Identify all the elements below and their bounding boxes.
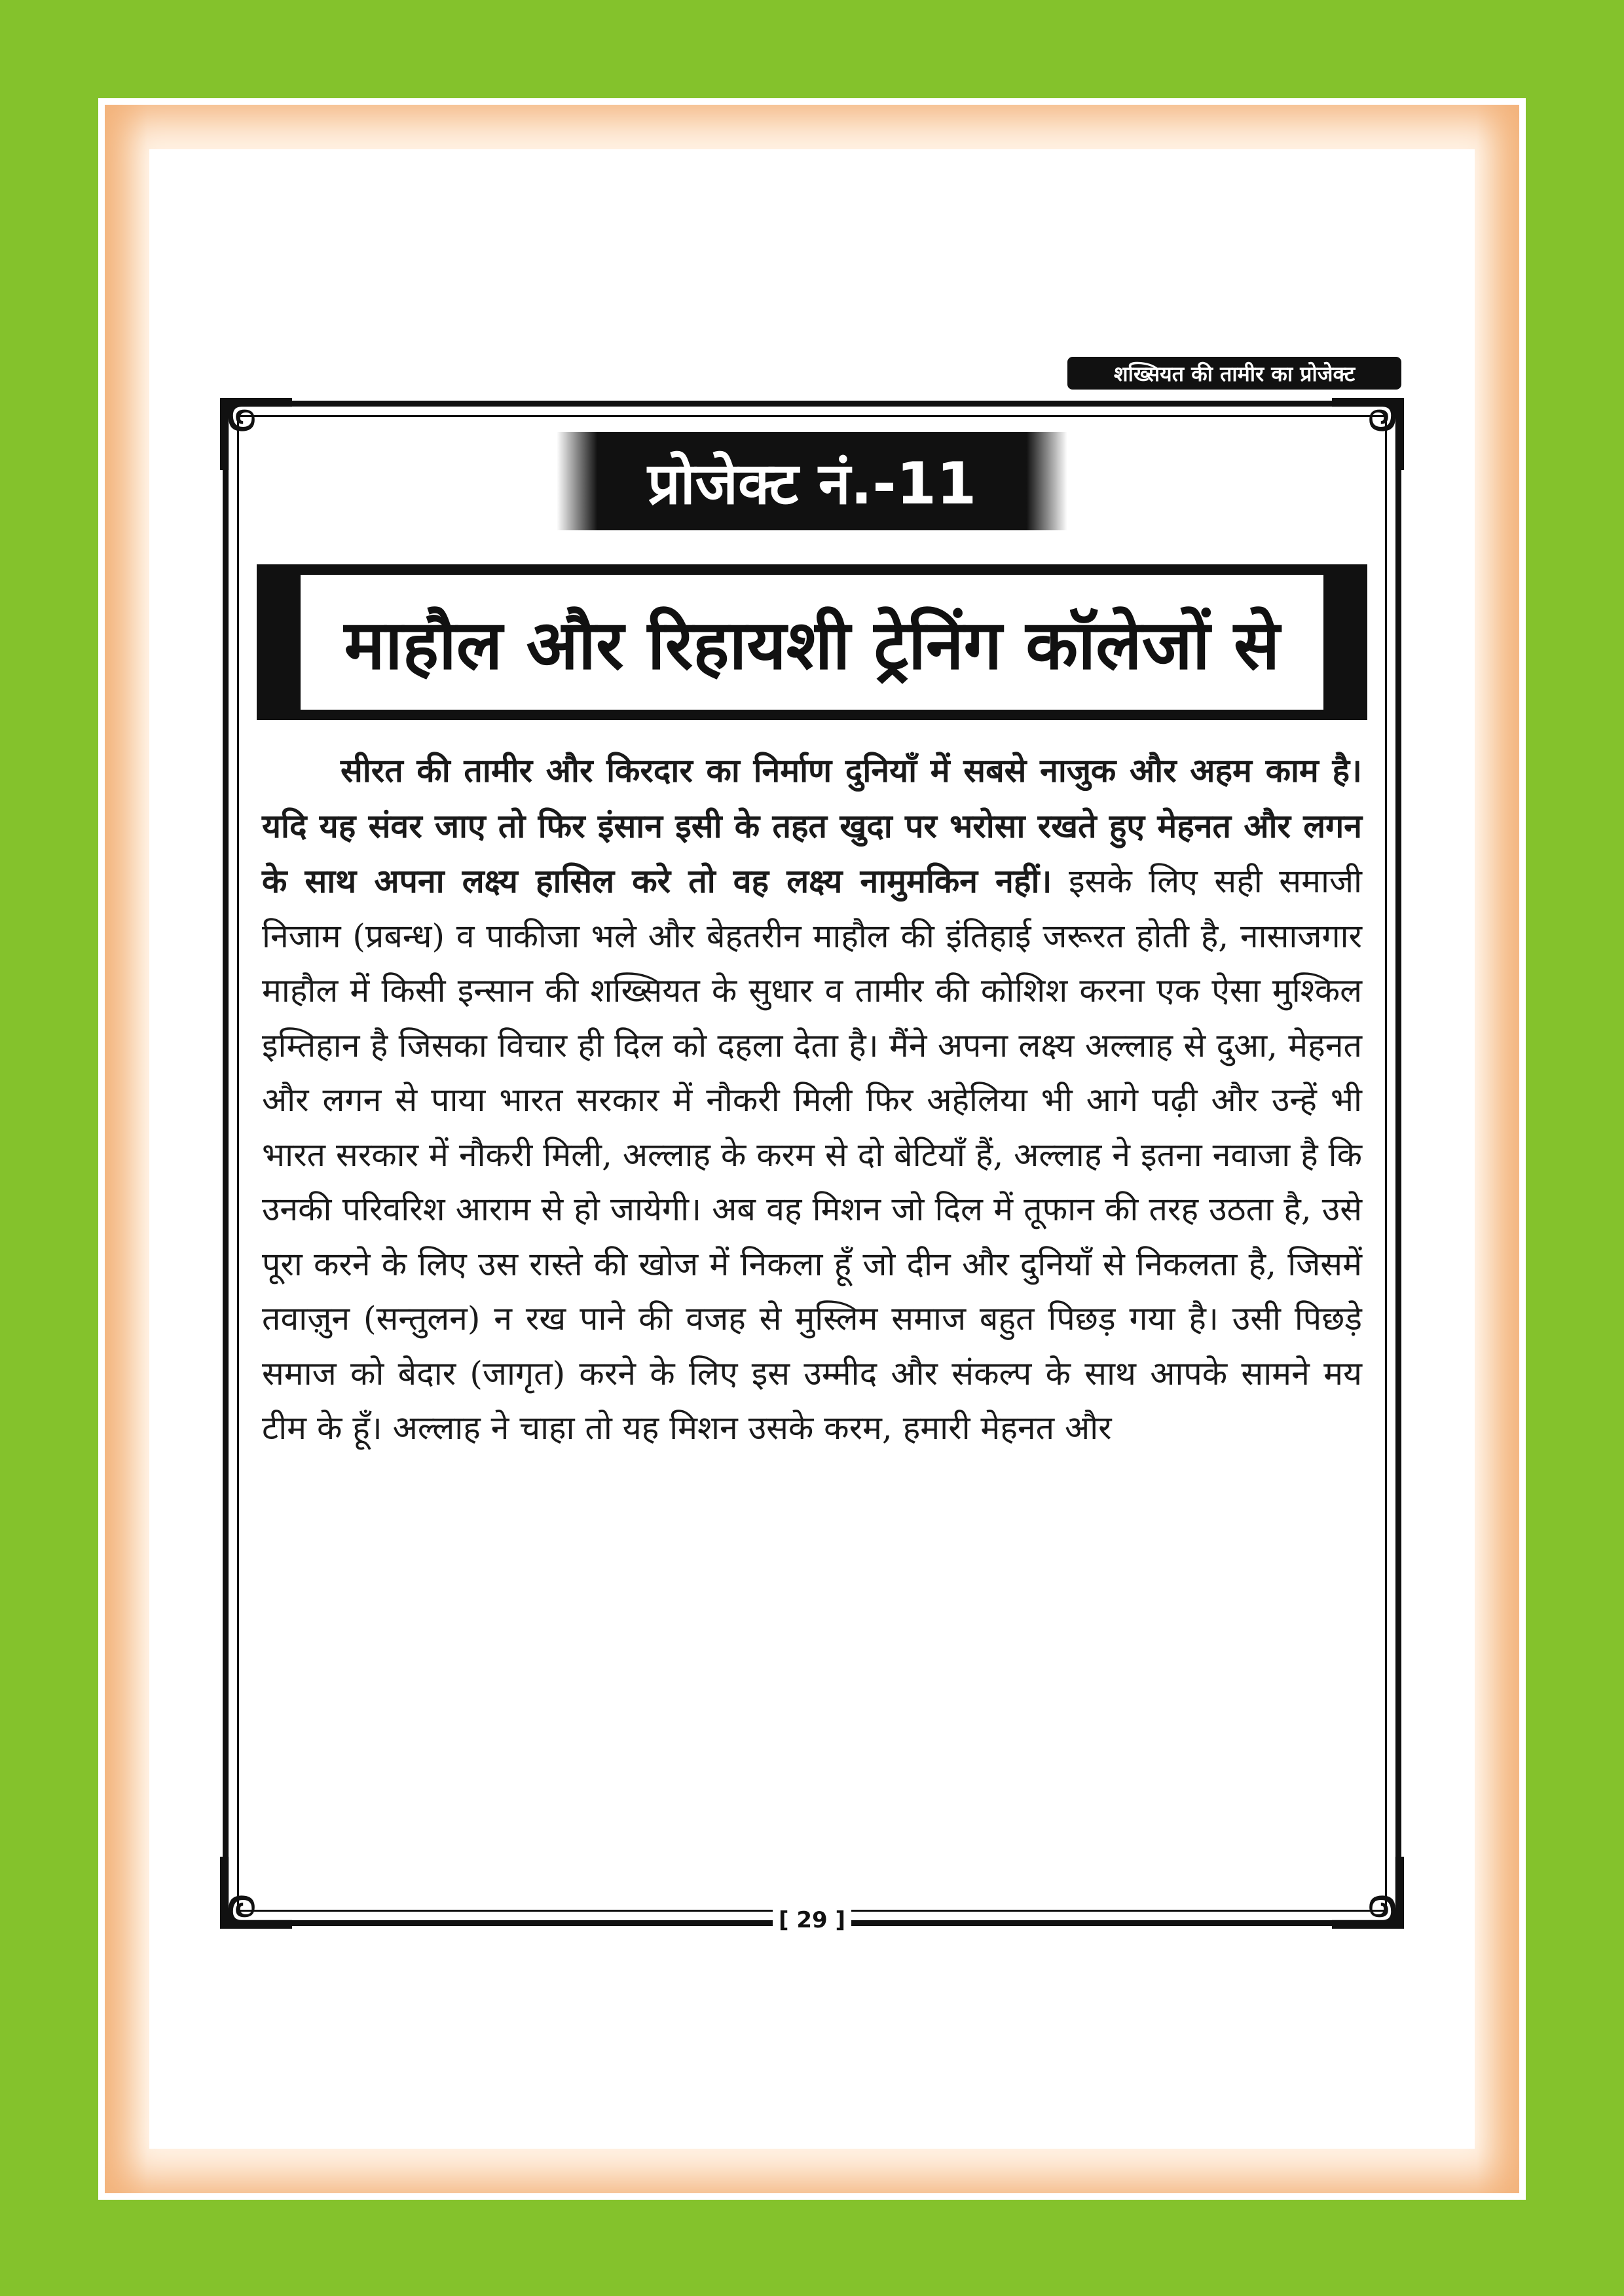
chapter-title: माहौल और रिहायशी ट्रेनिंग कॉलेजों से	[298, 572, 1326, 712]
corner-ornament-top-right	[1332, 398, 1404, 470]
corner-ornament-bottom-left	[220, 1857, 292, 1929]
running-head: शख्सियत की तामीर का प्रोजेक्ट	[1067, 357, 1401, 390]
corner-ornament-top-left	[220, 398, 292, 470]
body-paragraph	[262, 743, 1362, 1456]
body-lead-bold: सीरत की तामीर और किरदार का निर्माण दुनियाँ में सबसे नाजुक और अहम काम है। यदि यह संवर जाए तो फिर इंसान इसी के तहत खुदा पर भरोसा रखते हुए मेहनत और लगन के साथ अपना लक्ष्य हासिल करे तो वह लक्ष्य नामुमकिन नहीं।	[262, 751, 1362, 900]
corner-ornament-bottom-right	[1332, 1857, 1404, 1929]
page-number: [ 29 ]	[773, 1904, 851, 1937]
project-number-banner: प्रोजेक्ट नं.-11	[557, 432, 1067, 530]
body-rest: इसके लिए सही समाजी निजाम (प्रबन्ध) व पाकीजा भले और बेहतरीन माहौल की इंतिहाई जरूरत होती है, नासाजगार माहौल में किसी इन्सान की शख्सियत के सुधार व तामीर की कोशिश करना एक ऐसा मुश्किल इम्तिहान है जिसका विचार ही दिल को दहला देता है। मैंने अपना लक्ष्य अल्लाह से दुआ, मेहनत और लगन से पाया भारत सरकार में नौकरी मिली फिर अहेलिया भी आगे पढ़ी और उन्हें भी भारत सरकार में नौकरी मिली, अल्लाह के करम से दो बेटियाँ हैं, अल्लाह ने इतना नवाजा है कि उनकी परिवरिश आराम से हो जायेगी। अब वह मिशन जो दिल में तूफान की तरह उठता है, उसे पूरा करने के लिए उस रास्ते की खोज में निकला हूँ जो दीन और दुनियाँ से निकलता है, जिसमें तवाज़ुन (सन्तुलन) न रख पाने की वजह से मुस्लिम समाज बहुत पिछड़ गया है। उसी पिछड़े समाज को बेदार (जागृत) करने के लिए इस उम्मीद और संकल्प के साथ आपके सामने मय टीम के हूँ। अल्लाह ने चाहा तो यह मिशन उसके करम, हमारी मेहनत और	[262, 862, 1363, 1447]
